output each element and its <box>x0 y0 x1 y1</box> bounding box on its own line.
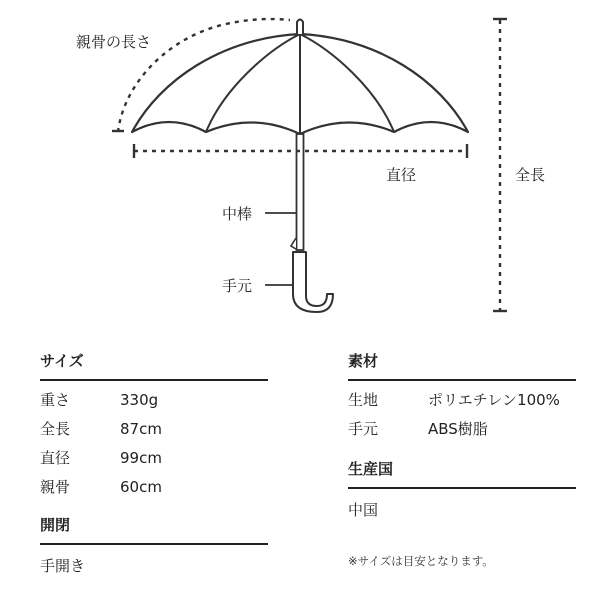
size-key: 全長 <box>40 420 71 438</box>
material-value: ABS樹脂 <box>428 420 488 438</box>
diameter-label: 直径 <box>386 166 417 184</box>
size-section <box>40 350 268 501</box>
size-value: 99cm <box>120 448 162 467</box>
opening-value: 手開き <box>40 557 86 575</box>
material-value: ポリエチレン100% <box>428 391 560 409</box>
opening-section <box>40 514 268 576</box>
umbrella-handle <box>293 252 333 312</box>
material-key: 手元 <box>348 420 379 438</box>
origin-section <box>348 458 576 520</box>
size-key: 重さ <box>40 391 71 409</box>
material-section-title: 素材 <box>348 350 576 381</box>
opening-section-title: 開閉 <box>40 514 268 545</box>
size-row-total-length <box>40 414 268 443</box>
size-value: 60cm <box>120 477 162 496</box>
shaft-label: 中棒 <box>222 205 253 223</box>
size-row-rib <box>40 472 268 501</box>
size-section-title: サイズ <box>40 350 268 381</box>
total-length-label: 全長 <box>515 166 546 184</box>
origin-section-title: 生産国 <box>348 458 576 489</box>
size-value: 330g <box>120 390 159 409</box>
rib-length-label: 親骨の長さ <box>76 33 152 51</box>
origin-value: 中国 <box>348 501 379 519</box>
material-row-handle <box>348 414 576 443</box>
size-key: 直径 <box>40 449 71 467</box>
umbrella-tip <box>297 20 303 35</box>
size-disclaimer-note: ※サイズは目安となります。 <box>348 554 494 568</box>
size-key: 親骨 <box>40 478 71 496</box>
size-value: 87cm <box>120 419 162 438</box>
size-row-weight <box>40 385 268 414</box>
size-row-diameter <box>40 443 268 472</box>
material-row-fabric <box>348 385 576 414</box>
umbrella-runner <box>291 238 296 249</box>
material-section <box>348 350 576 443</box>
material-key: 生地 <box>348 391 379 409</box>
handle-label: 手元 <box>222 277 253 295</box>
